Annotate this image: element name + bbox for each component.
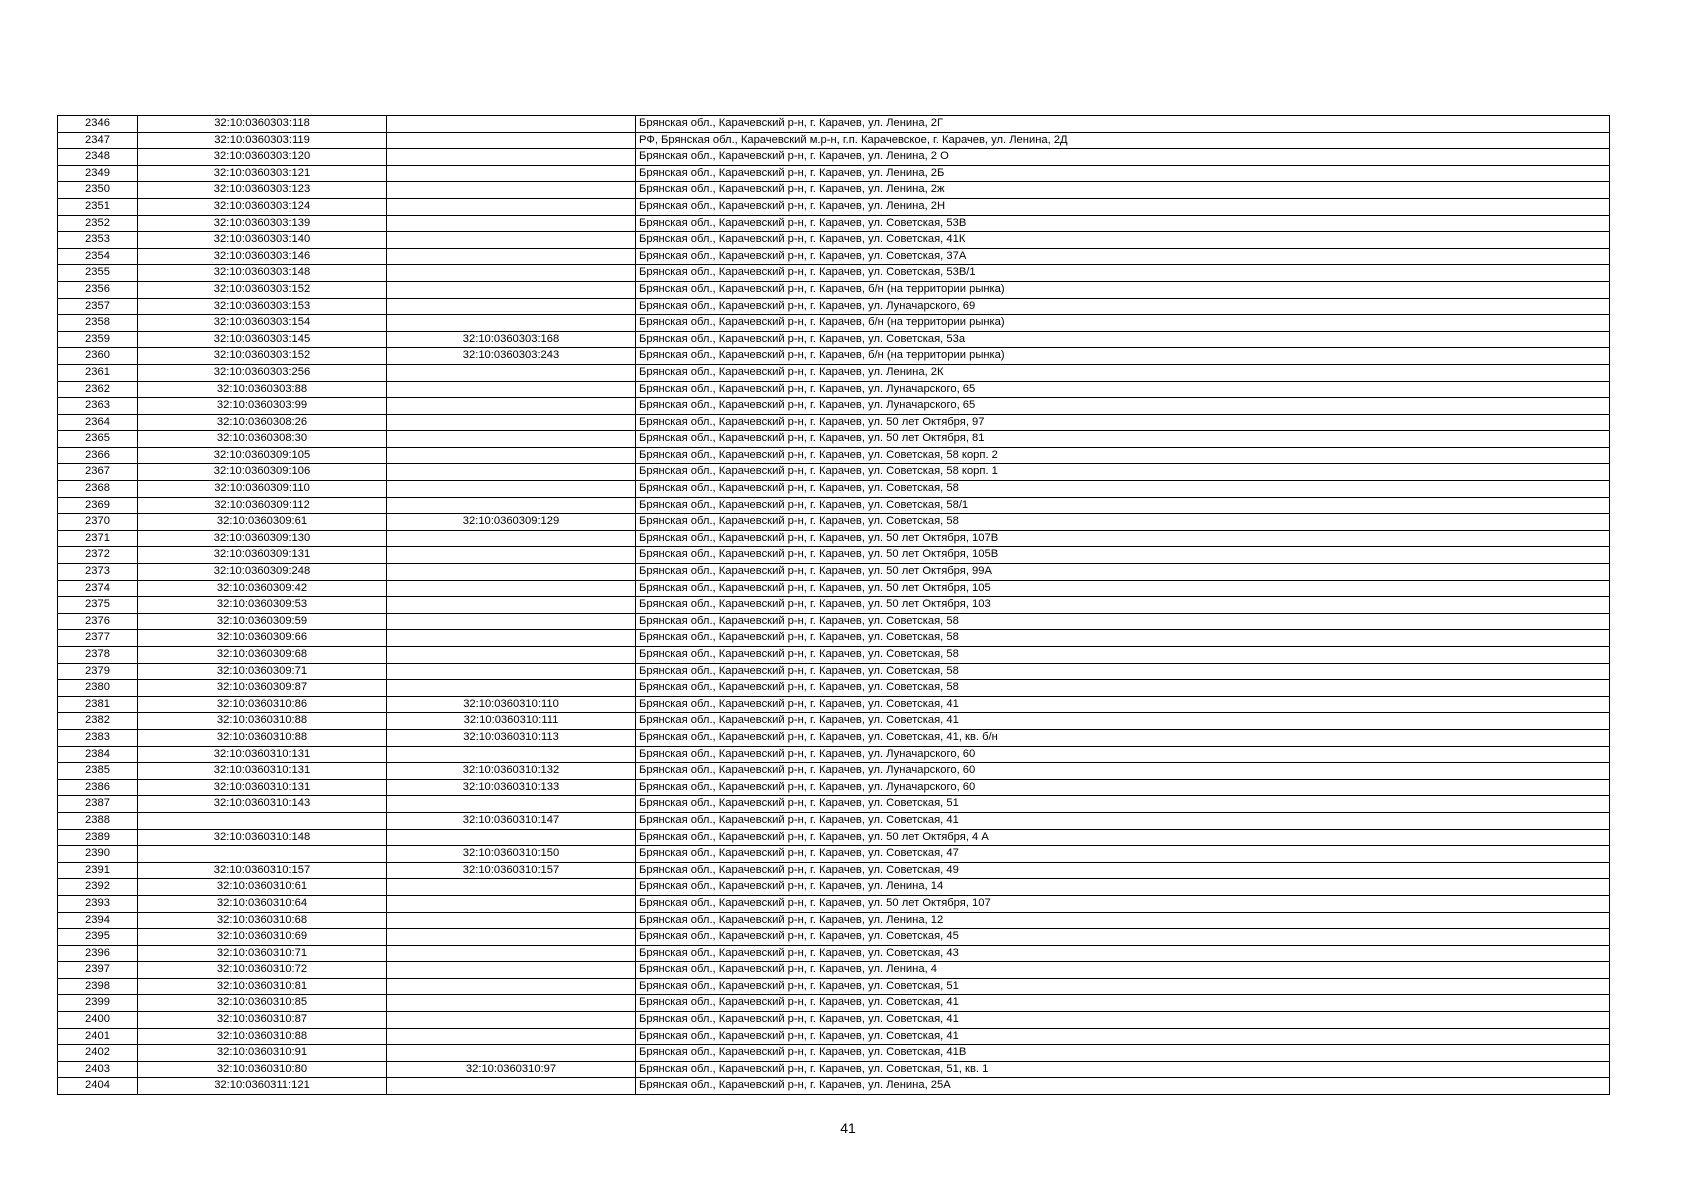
address-cell: Брянская обл., Карачевский р-н, г. Карачев, б/н (на территории рынка) xyxy=(636,348,1610,365)
page-number: 41 xyxy=(840,1120,856,1136)
related-cadastral-number-cell: 32:10:0360303:243 xyxy=(387,348,636,365)
cadastral-number-cell: 32:10:0360303:140 xyxy=(138,232,387,249)
address-cell: Брянская обл., Карачевский р-н, г. Карачев, ул. Советская, 58 корп. 2 xyxy=(636,447,1610,464)
cadastral-number-cell: 32:10:0360310:91 xyxy=(138,1045,387,1062)
address-cell: Брянская обл., Карачевский р-н, г. Карачев, ул. Ленина, 2ж xyxy=(636,182,1610,199)
table-row xyxy=(58,248,1610,265)
row-number-cell: 2379 xyxy=(58,663,138,680)
related-cadastral-number-cell xyxy=(387,116,636,133)
table-row xyxy=(58,978,1610,995)
related-cadastral-number-cell xyxy=(387,431,636,448)
row-number-cell: 2393 xyxy=(58,895,138,912)
cadastral-number-cell: 32:10:0360309:131 xyxy=(138,547,387,564)
table-row xyxy=(58,331,1610,348)
table-row xyxy=(58,348,1610,365)
table-row xyxy=(58,746,1610,763)
address-cell: Брянская обл., Карачевский р-н, г. Карачев, ул. Советская, 58 xyxy=(636,680,1610,697)
row-number-cell: 2397 xyxy=(58,962,138,979)
row-number-cell: 2360 xyxy=(58,348,138,365)
table-row xyxy=(58,663,1610,680)
address-cell: РФ, Брянская обл., Карачевский м.р-н, г.п. Карачевское, г. Карачев, ул. Ленина, 2Д xyxy=(636,132,1610,149)
table-row xyxy=(58,1045,1610,1062)
row-number-cell: 2369 xyxy=(58,497,138,514)
table-row xyxy=(58,497,1610,514)
related-cadastral-number-cell: 32:10:0360310:111 xyxy=(387,713,636,730)
row-number-cell: 2364 xyxy=(58,414,138,431)
related-cadastral-number-cell xyxy=(387,281,636,298)
address-cell: Брянская обл., Карачевский р-н, г. Карачев, ул. 50 лет Октября, 105В xyxy=(636,547,1610,564)
cadastral-number-cell: 32:10:0360309:110 xyxy=(138,481,387,498)
table-row xyxy=(58,149,1610,166)
address-cell: Брянская обл., Карачевский р-н, г. Карачев, ул. Советская, 41, кв. б/н xyxy=(636,729,1610,746)
address-cell: Брянская обл., Карачевский р-н, г. Карачев, ул. Советская, 58 xyxy=(636,630,1610,647)
related-cadastral-number-cell xyxy=(387,613,636,630)
row-number-cell: 2376 xyxy=(58,613,138,630)
cadastral-number-cell: 32:10:0360303:145 xyxy=(138,331,387,348)
table-row xyxy=(58,680,1610,697)
row-number-cell: 2353 xyxy=(58,232,138,249)
address-cell: Брянская обл., Карачевский р-н, г. Карачев, ул. 50 лет Октября, 107В xyxy=(636,530,1610,547)
row-number-cell: 2373 xyxy=(58,564,138,581)
table-row xyxy=(58,364,1610,381)
related-cadastral-number-cell xyxy=(387,597,636,614)
address-cell: Брянская обл., Карачевский р-н, г. Карачев, ул. 50 лет Октября, 99А xyxy=(636,564,1610,581)
address-cell: Брянская обл., Карачевский р-н, г. Карачев, ул. Ленина, 2 О xyxy=(636,149,1610,166)
table-row xyxy=(58,613,1610,630)
table-row xyxy=(58,281,1610,298)
row-number-cell: 2378 xyxy=(58,647,138,664)
table-row xyxy=(58,315,1610,332)
table-row xyxy=(58,298,1610,315)
row-number-cell: 2385 xyxy=(58,763,138,780)
related-cadastral-number-cell xyxy=(387,680,636,697)
row-number-cell: 2349 xyxy=(58,165,138,182)
cadastral-number-cell: 32:10:0360310:88 xyxy=(138,1028,387,1045)
cadastral-number-cell: 32:10:0360308:30 xyxy=(138,431,387,448)
related-cadastral-number-cell xyxy=(387,829,636,846)
cadastral-number-cell: 32:10:0360303:152 xyxy=(138,281,387,298)
cadastral-number-cell: 32:10:0360303:121 xyxy=(138,165,387,182)
cadastral-number-cell xyxy=(138,846,387,863)
related-cadastral-number-cell xyxy=(387,978,636,995)
row-number-cell: 2359 xyxy=(58,331,138,348)
cadastral-number-cell: 32:10:0360310:68 xyxy=(138,912,387,929)
row-number-cell: 2387 xyxy=(58,796,138,813)
related-cadastral-number-cell xyxy=(387,1078,636,1095)
cadastral-number-cell xyxy=(138,812,387,829)
cadastral-number-cell: 32:10:0360303:139 xyxy=(138,215,387,232)
related-cadastral-number-cell xyxy=(387,381,636,398)
cadastral-number-cell: 32:10:0360310:85 xyxy=(138,995,387,1012)
cadastral-number-cell: 32:10:0360309:87 xyxy=(138,680,387,697)
address-cell: Брянская обл., Карачевский р-н, г. Карачев, ул. Советская, 53В xyxy=(636,215,1610,232)
cadastral-number-cell: 32:10:0360303:124 xyxy=(138,198,387,215)
address-cell: Брянская обл., Карачевский р-н, г. Карачев, ул. Ленина, 12 xyxy=(636,912,1610,929)
address-cell: Брянская обл., Карачевский р-н, г. Карачев, ул. Ленина, 2Г xyxy=(636,116,1610,133)
address-cell: Брянская обл., Карачевский р-н, г. Карачев, ул. Советская, 51 xyxy=(636,796,1610,813)
table-row xyxy=(58,165,1610,182)
related-cadastral-number-cell xyxy=(387,895,636,912)
table-row xyxy=(58,431,1610,448)
cadastral-number-cell: 32:10:0360310:131 xyxy=(138,746,387,763)
row-number-cell: 2381 xyxy=(58,696,138,713)
row-number-cell: 2391 xyxy=(58,862,138,879)
cadastral-number-cell: 32:10:0360303:123 xyxy=(138,182,387,199)
address-cell: Брянская обл., Карачевский р-н, г. Карачев, ул. Советская, 41 xyxy=(636,1012,1610,1029)
cadastral-number-cell: 32:10:0360309:130 xyxy=(138,530,387,547)
cadastral-number-cell: 32:10:0360303:256 xyxy=(138,364,387,381)
related-cadastral-number-cell xyxy=(387,481,636,498)
cadastral-number-cell: 32:10:0360303:120 xyxy=(138,149,387,166)
cadastral-number-cell: 32:10:0360310:88 xyxy=(138,729,387,746)
related-cadastral-number-cell xyxy=(387,315,636,332)
table-row xyxy=(58,647,1610,664)
table-row xyxy=(58,414,1610,431)
address-cell: Брянская обл., Карачевский р-н, г. Карачев, ул. Советская, 41К xyxy=(636,232,1610,249)
address-cell: Брянская обл., Карачевский р-н, г. Карачев, ул. Советская, 41 xyxy=(636,812,1610,829)
related-cadastral-number-cell xyxy=(387,265,636,282)
row-number-cell: 2357 xyxy=(58,298,138,315)
address-cell: Брянская обл., Карачевский р-н, г. Карачев, ул. Советская, 41 xyxy=(636,696,1610,713)
related-cadastral-number-cell xyxy=(387,630,636,647)
related-cadastral-number-cell: 32:10:0360303:168 xyxy=(387,331,636,348)
cadastral-number-cell: 32:10:0360310:80 xyxy=(138,1061,387,1078)
table-row xyxy=(58,564,1610,581)
table-row xyxy=(58,912,1610,929)
table-row xyxy=(58,597,1610,614)
related-cadastral-number-cell xyxy=(387,879,636,896)
table-row xyxy=(58,763,1610,780)
related-cadastral-number-cell xyxy=(387,215,636,232)
related-cadastral-number-cell xyxy=(387,149,636,166)
row-number-cell: 2382 xyxy=(58,713,138,730)
cadastral-number-cell: 32:10:0360310:86 xyxy=(138,696,387,713)
address-cell: Брянская обл., Карачевский р-н, г. Карачев, ул. Советская, 49 xyxy=(636,862,1610,879)
row-number-cell: 2347 xyxy=(58,132,138,149)
cadastral-number-cell: 32:10:0360310:143 xyxy=(138,796,387,813)
table-row xyxy=(58,232,1610,249)
address-cell: Брянская обл., Карачевский р-н, г. Карачев, ул. Советская, 43 xyxy=(636,945,1610,962)
row-number-cell: 2371 xyxy=(58,530,138,547)
row-number-cell: 2389 xyxy=(58,829,138,846)
table-row xyxy=(58,713,1610,730)
address-cell: Брянская обл., Карачевский р-н, г. Карачев, ул. Советская, 53а xyxy=(636,331,1610,348)
related-cadastral-number-cell xyxy=(387,414,636,431)
table-row xyxy=(58,796,1610,813)
row-number-cell: 2400 xyxy=(58,1012,138,1029)
address-cell: Брянская обл., Карачевский р-н, г. Карачев, ул. Советская, 45 xyxy=(636,929,1610,946)
address-cell: Брянская обл., Карачевский р-н, г. Карачев, ул. Советская, 51 xyxy=(636,978,1610,995)
related-cadastral-number-cell: 32:10:0360310:147 xyxy=(387,812,636,829)
row-number-cell: 2380 xyxy=(58,680,138,697)
related-cadastral-number-cell xyxy=(387,647,636,664)
table-row xyxy=(58,1028,1610,1045)
address-cell: Брянская обл., Карачевский р-н, г. Карачев, ул. Советская, 58 xyxy=(636,514,1610,531)
related-cadastral-number-cell xyxy=(387,796,636,813)
cadastral-number-cell: 32:10:0360310:64 xyxy=(138,895,387,912)
cadastral-number-cell: 32:10:0360310:72 xyxy=(138,962,387,979)
address-cell: Брянская обл., Карачевский р-н, г. Карачев, ул. Советская, 41 xyxy=(636,1028,1610,1045)
cadastral-number-cell: 32:10:0360309:53 xyxy=(138,597,387,614)
table-row xyxy=(58,945,1610,962)
address-cell: Брянская обл., Карачевский р-н, г. Карачев, ул. Луначарского, 65 xyxy=(636,381,1610,398)
row-number-cell: 2368 xyxy=(58,481,138,498)
cadastral-number-cell: 32:10:0360303:154 xyxy=(138,315,387,332)
registry-table xyxy=(57,115,1610,1095)
cadastral-number-cell: 32:10:0360310:148 xyxy=(138,829,387,846)
cadastral-number-cell: 32:10:0360303:118 xyxy=(138,116,387,133)
table-row xyxy=(58,447,1610,464)
related-cadastral-number-cell xyxy=(387,464,636,481)
address-cell: Брянская обл., Карачевский р-н, г. Карачев, ул. Советская, 53В/1 xyxy=(636,265,1610,282)
address-cell: Брянская обл., Карачевский р-н, г. Карачев, ул. Советская, 41 xyxy=(636,713,1610,730)
address-cell: Брянская обл., Карачевский р-н, г. Карачев, ул. Ленина, 2Б xyxy=(636,165,1610,182)
table-row xyxy=(58,812,1610,829)
address-cell: Брянская обл., Карачевский р-н, г. Карачев, ул. Ленина, 2К xyxy=(636,364,1610,381)
address-cell: Брянская обл., Карачевский р-н, г. Карачев, ул. Советская, 58 xyxy=(636,613,1610,630)
related-cadastral-number-cell xyxy=(387,364,636,381)
address-cell: Брянская обл., Карачевский р-н, г. Карачев, ул. Луначарского, 60 xyxy=(636,763,1610,780)
table-row xyxy=(58,530,1610,547)
related-cadastral-number-cell xyxy=(387,248,636,265)
cadastral-number-cell: 32:10:0360310:88 xyxy=(138,713,387,730)
table-row xyxy=(58,696,1610,713)
cadastral-number-cell: 32:10:0360310:131 xyxy=(138,763,387,780)
row-number-cell: 2401 xyxy=(58,1028,138,1045)
registry-table-body xyxy=(58,116,1610,1095)
row-number-cell: 2404 xyxy=(58,1078,138,1095)
address-cell: Брянская обл., Карачевский р-н, г. Карачев, ул. Ленина, 4 xyxy=(636,962,1610,979)
related-cadastral-number-cell xyxy=(387,962,636,979)
row-number-cell: 2356 xyxy=(58,281,138,298)
address-cell: Брянская обл., Карачевский р-н, г. Карачев, ул. Советская, 41В xyxy=(636,1045,1610,1062)
cadastral-number-cell: 32:10:0360310:131 xyxy=(138,779,387,796)
address-cell: Брянская обл., Карачевский р-н, г. Карачев, ул. Советская, 58 xyxy=(636,481,1610,498)
cadastral-number-cell: 32:10:0360311:121 xyxy=(138,1078,387,1095)
table-row xyxy=(58,580,1610,597)
related-cadastral-number-cell xyxy=(387,497,636,514)
table-row xyxy=(58,182,1610,199)
row-number-cell: 2346 xyxy=(58,116,138,133)
row-number-cell: 2386 xyxy=(58,779,138,796)
table-row xyxy=(58,829,1610,846)
table-row xyxy=(58,215,1610,232)
table-row xyxy=(58,1078,1610,1095)
cadastral-number-cell: 32:10:0360303:152 xyxy=(138,348,387,365)
address-cell: Брянская обл., Карачевский р-н, г. Карачев, ул. Ленина, 2Н xyxy=(636,198,1610,215)
table-row xyxy=(58,879,1610,896)
cadastral-number-cell: 32:10:0360310:69 xyxy=(138,929,387,946)
related-cadastral-number-cell xyxy=(387,232,636,249)
row-number-cell: 2377 xyxy=(58,630,138,647)
row-number-cell: 2383 xyxy=(58,729,138,746)
related-cadastral-number-cell xyxy=(387,530,636,547)
address-cell: Брянская обл., Карачевский р-н, г. Карачев, ул. 50 лет Октября, 107 xyxy=(636,895,1610,912)
cadastral-number-cell: 32:10:0360309:42 xyxy=(138,580,387,597)
related-cadastral-number-cell: 32:10:0360310:157 xyxy=(387,862,636,879)
address-cell: Брянская обл., Карачевский р-н, г. Карачев, ул. Ленина, 25А xyxy=(636,1078,1610,1095)
address-cell: Брянская обл., Карачевский р-н, г. Карачев, ул. Советская, 51, кв. 1 xyxy=(636,1061,1610,1078)
cadastral-number-cell: 32:10:0360309:66 xyxy=(138,630,387,647)
related-cadastral-number-cell xyxy=(387,1045,636,1062)
table-row xyxy=(58,514,1610,531)
row-number-cell: 2398 xyxy=(58,978,138,995)
table-row xyxy=(58,464,1610,481)
address-cell: Брянская обл., Карачевский р-н, г. Карачев, ул. 50 лет Октября, 4 А xyxy=(636,829,1610,846)
related-cadastral-number-cell xyxy=(387,746,636,763)
table-row xyxy=(58,547,1610,564)
table-row xyxy=(58,132,1610,149)
related-cadastral-number-cell xyxy=(387,547,636,564)
address-cell: Брянская обл., Карачевский р-н, г. Карачев, ул. Луначарского, 60 xyxy=(636,746,1610,763)
address-cell: Брянская обл., Карачевский р-н, г. Карачев, ул. Советская, 37А xyxy=(636,248,1610,265)
table-row xyxy=(58,729,1610,746)
row-number-cell: 2403 xyxy=(58,1061,138,1078)
cadastral-number-cell: 32:10:0360309:248 xyxy=(138,564,387,581)
row-number-cell: 2399 xyxy=(58,995,138,1012)
related-cadastral-number-cell xyxy=(387,912,636,929)
table-row xyxy=(58,630,1610,647)
address-cell: Брянская обл., Карачевский р-н, г. Карачев, ул. Советская, 58 корп. 1 xyxy=(636,464,1610,481)
table-row xyxy=(58,779,1610,796)
related-cadastral-number-cell xyxy=(387,198,636,215)
row-number-cell: 2395 xyxy=(58,929,138,946)
cadastral-number-cell: 32:10:0360303:148 xyxy=(138,265,387,282)
row-number-cell: 2355 xyxy=(58,265,138,282)
related-cadastral-number-cell: 32:10:0360310:150 xyxy=(387,846,636,863)
table-row xyxy=(58,862,1610,879)
address-cell: Брянская обл., Карачевский р-н, г. Карачев, ул. 50 лет Октября, 97 xyxy=(636,414,1610,431)
related-cadastral-number-cell xyxy=(387,564,636,581)
row-number-cell: 2402 xyxy=(58,1045,138,1062)
cadastral-number-cell: 32:10:0360303:146 xyxy=(138,248,387,265)
cadastral-number-cell: 32:10:0360309:68 xyxy=(138,647,387,664)
table-row xyxy=(58,398,1610,415)
cadastral-number-cell: 32:10:0360310:157 xyxy=(138,862,387,879)
related-cadastral-number-cell: 32:10:0360310:133 xyxy=(387,779,636,796)
row-number-cell: 2396 xyxy=(58,945,138,962)
cadastral-number-cell: 32:10:0360303:119 xyxy=(138,132,387,149)
row-number-cell: 2392 xyxy=(58,879,138,896)
table-row xyxy=(58,481,1610,498)
related-cadastral-number-cell xyxy=(387,447,636,464)
row-number-cell: 2388 xyxy=(58,812,138,829)
cadastral-number-cell: 32:10:0360310:87 xyxy=(138,1012,387,1029)
row-number-cell: 2358 xyxy=(58,315,138,332)
table-row xyxy=(58,895,1610,912)
related-cadastral-number-cell xyxy=(387,298,636,315)
address-cell: Брянская обл., Карачевский р-н, г. Карачев, ул. Луначарского, 65 xyxy=(636,398,1610,415)
related-cadastral-number-cell xyxy=(387,165,636,182)
address-cell: Брянская обл., Карачевский р-н, г. Карачев, ул. 50 лет Октября, 105 xyxy=(636,580,1610,597)
cadastral-number-cell: 32:10:0360309:59 xyxy=(138,613,387,630)
related-cadastral-number-cell xyxy=(387,995,636,1012)
related-cadastral-number-cell: 32:10:0360309:129 xyxy=(387,514,636,531)
cadastral-number-cell: 32:10:0360310:81 xyxy=(138,978,387,995)
table-row xyxy=(58,962,1610,979)
cadastral-number-cell: 32:10:0360310:71 xyxy=(138,945,387,962)
related-cadastral-number-cell xyxy=(387,182,636,199)
cadastral-number-cell: 32:10:0360309:105 xyxy=(138,447,387,464)
related-cadastral-number-cell: 32:10:0360310:110 xyxy=(387,696,636,713)
related-cadastral-number-cell xyxy=(387,1012,636,1029)
row-number-cell: 2365 xyxy=(58,431,138,448)
row-number-cell: 2363 xyxy=(58,398,138,415)
row-number-cell: 2352 xyxy=(58,215,138,232)
address-cell: Брянская обл., Карачевский р-н, г. Карачев, ул. 50 лет Октября, 81 xyxy=(636,431,1610,448)
address-cell: Брянская обл., Карачевский р-н, г. Карачев, ул. Луначарского, 60 xyxy=(636,779,1610,796)
related-cadastral-number-cell xyxy=(387,945,636,962)
cadastral-number-cell: 32:10:0360309:61 xyxy=(138,514,387,531)
address-cell: Брянская обл., Карачевский р-н, г. Карачев, ул. Ленина, 14 xyxy=(636,879,1610,896)
cadastral-number-cell: 32:10:0360309:106 xyxy=(138,464,387,481)
row-number-cell: 2394 xyxy=(58,912,138,929)
table-row xyxy=(58,198,1610,215)
row-number-cell: 2370 xyxy=(58,514,138,531)
row-number-cell: 2354 xyxy=(58,248,138,265)
table-row xyxy=(58,1061,1610,1078)
row-number-cell: 2348 xyxy=(58,149,138,166)
address-cell: Брянская обл., Карачевский р-н, г. Карачев, ул. Луначарского, 69 xyxy=(636,298,1610,315)
table-row xyxy=(58,265,1610,282)
row-number-cell: 2350 xyxy=(58,182,138,199)
row-number-cell: 2375 xyxy=(58,597,138,614)
table-row xyxy=(58,929,1610,946)
cadastral-number-cell: 32:10:0360309:112 xyxy=(138,497,387,514)
cadastral-number-cell: 32:10:0360303:88 xyxy=(138,381,387,398)
table-row xyxy=(58,995,1610,1012)
related-cadastral-number-cell: 32:10:0360310:97 xyxy=(387,1061,636,1078)
row-number-cell: 2374 xyxy=(58,580,138,597)
related-cadastral-number-cell xyxy=(387,1028,636,1045)
cadastral-number-cell: 32:10:0360303:99 xyxy=(138,398,387,415)
related-cadastral-number-cell xyxy=(387,398,636,415)
cadastral-number-cell: 32:10:0360310:61 xyxy=(138,879,387,896)
address-cell: Брянская обл., Карачевский р-н, г. Карачев, ул. Советская, 41 xyxy=(636,995,1610,1012)
table-row xyxy=(58,846,1610,863)
row-number-cell: 2367 xyxy=(58,464,138,481)
row-number-cell: 2384 xyxy=(58,746,138,763)
related-cadastral-number-cell: 32:10:0360310:132 xyxy=(387,763,636,780)
row-number-cell: 2372 xyxy=(58,547,138,564)
address-cell: Брянская обл., Карачевский р-н, г. Карачев, ул. 50 лет Октября, 103 xyxy=(636,597,1610,614)
related-cadastral-number-cell xyxy=(387,929,636,946)
related-cadastral-number-cell xyxy=(387,132,636,149)
address-cell: Брянская обл., Карачевский р-н, г. Карачев, ул. Советская, 58/1 xyxy=(636,497,1610,514)
row-number-cell: 2351 xyxy=(58,198,138,215)
table-row xyxy=(58,1012,1610,1029)
cadastral-number-cell: 32:10:0360309:71 xyxy=(138,663,387,680)
address-cell: Брянская обл., Карачевский р-н, г. Карачев, ул. Советская, 58 xyxy=(636,647,1610,664)
row-number-cell: 2362 xyxy=(58,381,138,398)
related-cadastral-number-cell xyxy=(387,663,636,680)
related-cadastral-number-cell xyxy=(387,580,636,597)
cadastral-number-cell: 32:10:0360303:153 xyxy=(138,298,387,315)
address-cell: Брянская обл., Карачевский р-н, г. Карачев, б/н (на территории рынка) xyxy=(636,281,1610,298)
address-cell: Брянская обл., Карачевский р-н, г. Карачев, ул. Советская, 47 xyxy=(636,846,1610,863)
cadastral-number-cell: 32:10:0360308:26 xyxy=(138,414,387,431)
table-row xyxy=(58,116,1610,133)
row-number-cell: 2361 xyxy=(58,364,138,381)
table-row xyxy=(58,381,1610,398)
address-cell: Брянская обл., Карачевский р-н, г. Карачев, б/н (на территории рынка) xyxy=(636,315,1610,332)
address-cell: Брянская обл., Карачевский р-н, г. Карачев, ул. Советская, 58 xyxy=(636,663,1610,680)
row-number-cell: 2390 xyxy=(58,846,138,863)
related-cadastral-number-cell: 32:10:0360310:113 xyxy=(387,729,636,746)
row-number-cell: 2366 xyxy=(58,447,138,464)
